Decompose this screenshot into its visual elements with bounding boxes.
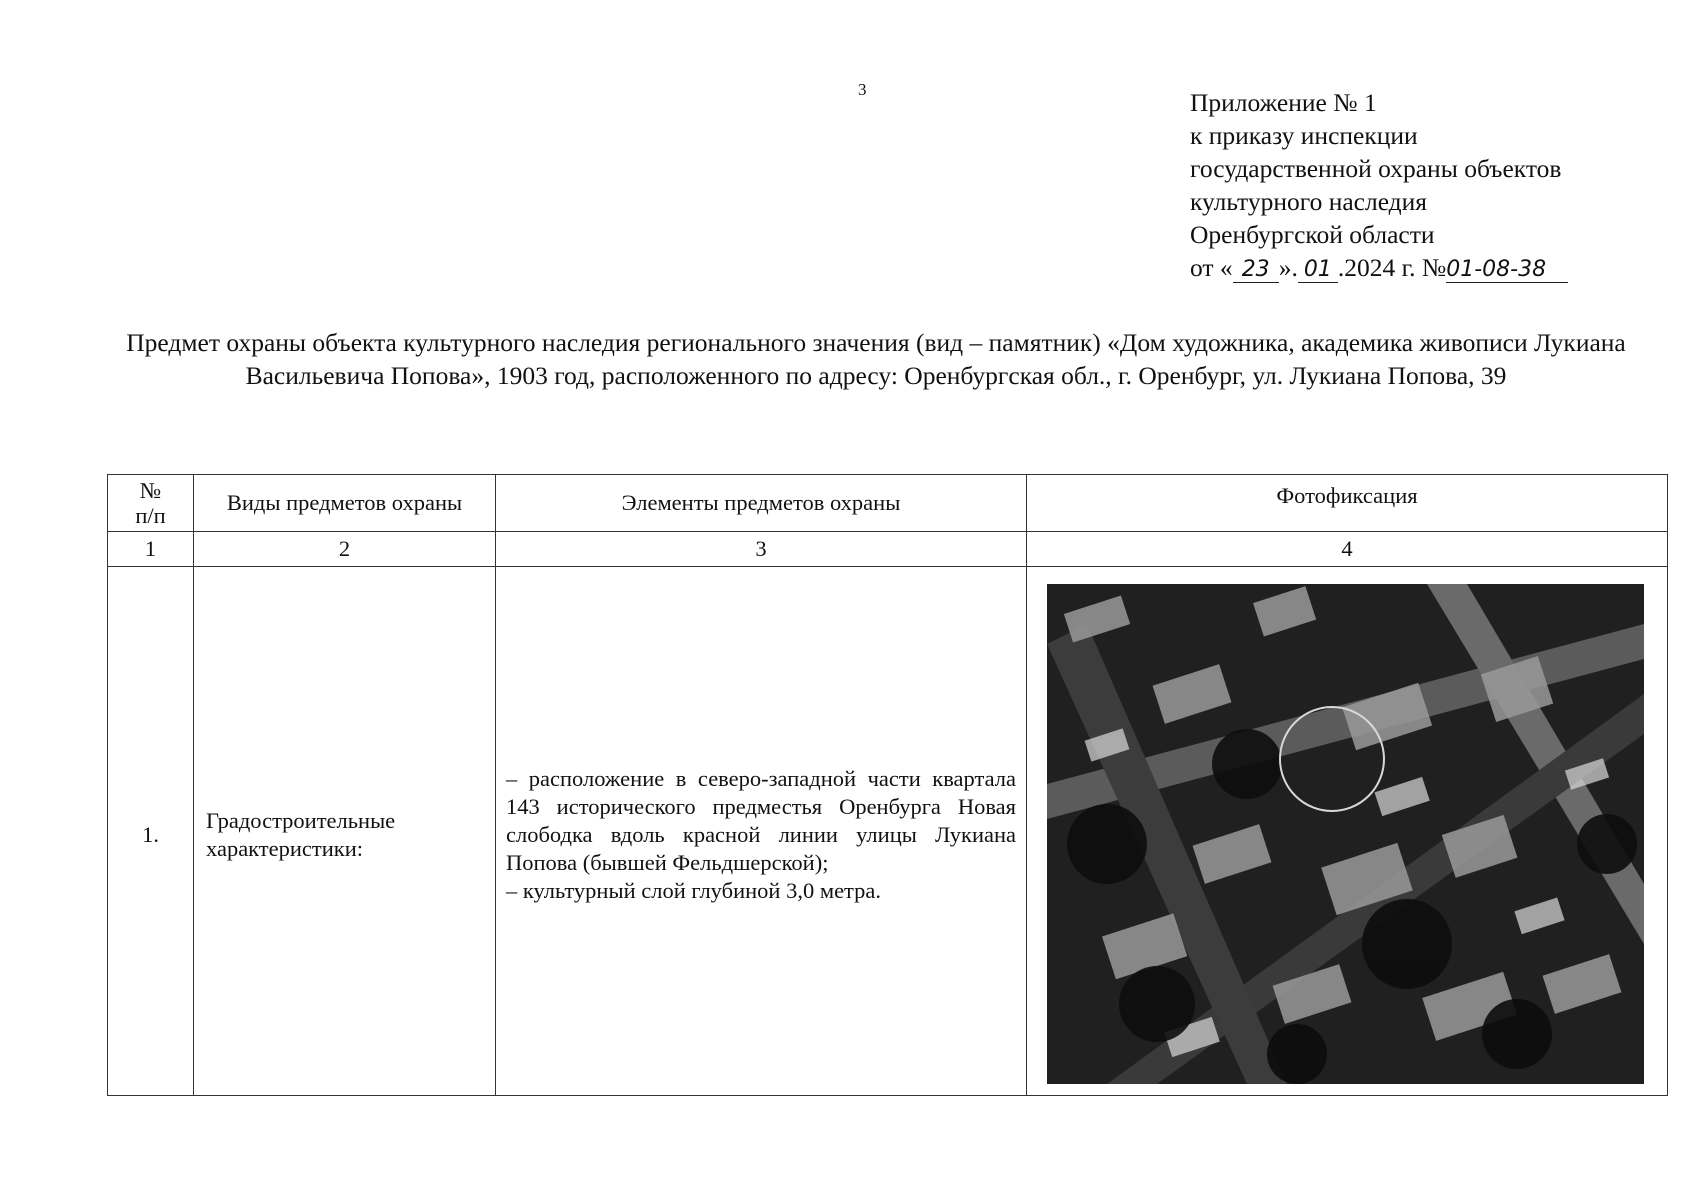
appendix-block bbox=[1190, 86, 1568, 284]
header-number-symbol: № bbox=[139, 478, 162, 503]
header-photo: Фотофиксация bbox=[1027, 475, 1668, 532]
handwritten-order-number: 01-08-38 bbox=[1446, 258, 1568, 283]
date-year-label: .2024 г. № bbox=[1337, 253, 1447, 282]
appendix-line: Приложение № 1 bbox=[1190, 88, 1377, 117]
appendix-line: Оренбургской области bbox=[1190, 220, 1435, 249]
protection-elements bbox=[496, 567, 1027, 1096]
photo-cell bbox=[1027, 567, 1668, 1096]
appendix-line: к приказу инспекции bbox=[1190, 121, 1418, 150]
row-number: 1. bbox=[108, 567, 194, 1096]
page-number: 3 bbox=[858, 80, 867, 99]
date-prefix: от « bbox=[1190, 253, 1233, 282]
header-types: Виды предметов охраны bbox=[194, 475, 496, 532]
table-header-row bbox=[108, 475, 1668, 532]
handwritten-month: 01 bbox=[1298, 258, 1338, 283]
column-number: 1 bbox=[108, 532, 194, 567]
appendix-line: государственной охраны объектов bbox=[1190, 154, 1562, 183]
column-number: 2 bbox=[194, 532, 496, 567]
document-title: Предмет охраны объекта культурного наследия регионального значения (вид – памятник) «Дом художника, академика живописи Лукиана Васильевича Попова», 1903 год, расположенного по адресу: Оренбургская обл., г. Оренбург, ул. Лукиана Попова, 39 bbox=[126, 328, 1626, 390]
column-number-row bbox=[108, 532, 1668, 567]
column-number: 4 bbox=[1027, 532, 1668, 567]
header-elements: Элементы предметов охраны bbox=[496, 475, 1027, 532]
column-number: 3 bbox=[496, 532, 1027, 567]
handwritten-day: 23 bbox=[1233, 258, 1279, 283]
element-item: – культурный слой глубиной 3,0 метра. bbox=[506, 878, 882, 903]
protection-type: Градостроительные характеристики: bbox=[194, 567, 496, 1096]
header-number-abbr: п/п bbox=[135, 503, 166, 528]
order-date-line bbox=[1190, 251, 1568, 284]
protection-table bbox=[107, 474, 1668, 1096]
header-number bbox=[108, 475, 194, 532]
date-separator: ». bbox=[1278, 253, 1298, 282]
element-item: – расположение в северо-западной части квартала 143 исторического предместья Оренбурга Новая слободка вдоль красной линии улицы Лукиана Попова (бывшей Фельдшерской); bbox=[506, 766, 1016, 875]
appendix-line: культурного наследия bbox=[1190, 187, 1428, 216]
aerial-photo bbox=[1047, 584, 1644, 1084]
table-row bbox=[108, 567, 1668, 1096]
